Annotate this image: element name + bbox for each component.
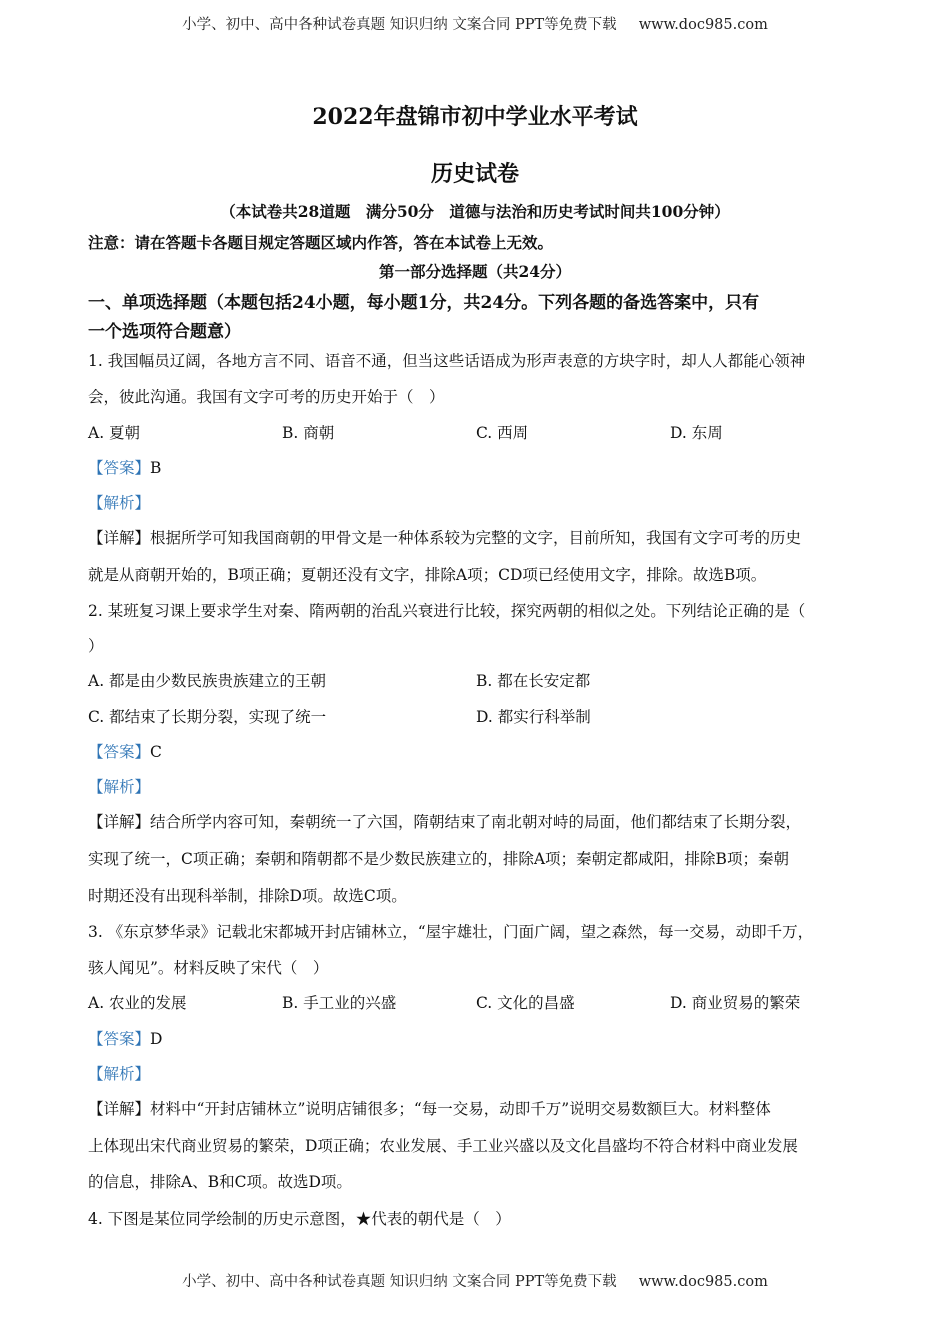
analysis-line (88, 1062, 150, 1084)
exam-meta: （本试卷共28道题 满分50分 道德与法治和历史考试时间共100分钟） (220, 202, 730, 221)
option-c: C. 都结束了长期分裂，实现了统一 (88, 708, 327, 726)
answer-value: D (150, 1030, 163, 1048)
answer-line (88, 1027, 162, 1049)
analysis-line (88, 775, 150, 797)
detail-text: 结合所学内容可知，秦朝统一了六国，隋朝结束了南北朝对峙的局面，他们都结束了长期分裂， (150, 813, 802, 831)
option-a: A. 都是由少数民族贵族建立的王朝 (88, 672, 327, 690)
exam-notice: 注意：请在答题卡各题目规定答题区域内作答，答在本试卷上无效。 (88, 233, 554, 252)
detail-text: 的信息，排除A、B和C项。故选D项。 (88, 1173, 352, 1191)
detail-label: 【详解】 (88, 529, 151, 547)
detail-text: 材料中“开封店铺林立”说明店铺很多；“每一交易，动即千万”说明交易数额巨大。材料整体 (150, 1100, 771, 1118)
part-heading: 第一部分选择题（共24分） (378, 262, 572, 281)
answer-label: 【答案】 (88, 459, 151, 477)
footer-text: 小学、初中、高中各种试卷真题 知识归纳 文案合同 PPT等免费下载 (182, 1274, 617, 1290)
option-b: B. 商朝 (282, 424, 335, 442)
page-footer (0, 1270, 950, 1291)
option-d: D. 东周 (670, 424, 723, 442)
question-stem: 2. 某班复习课上要求学生对秦、隋两朝的治乱兴衰进行比较，探究两朝的相似之处。下列结论正确的是（ (88, 602, 806, 620)
option-b: B. 都在长安定都 (476, 672, 591, 690)
exam-title: 2022年盘锦市初中学业水平考试 (312, 104, 638, 130)
question-stem: 会，彼此沟通。我国有文字可考的历史开始于（ ） (88, 388, 445, 406)
detail-label: 【详解】 (88, 1100, 151, 1118)
answer-value: C (150, 743, 162, 761)
detail-text: 根据所学可知我国商朝的甲骨文是一种体系较为完整的文字，目前所知，我国有文字可考的历史 (150, 529, 802, 547)
detail-text: 实现了统一，C项正确；秦朝和隋朝都不是少数民族建立的，排除A项；秦朝定都咸阳，排除B项；秦朝 (88, 850, 789, 868)
detail-line (88, 810, 801, 832)
answer-value: B (150, 459, 162, 477)
exam-subject: 历史试卷 (430, 161, 519, 187)
option-a: A. 夏朝 (88, 424, 141, 442)
option-d: D. 都实行科举制 (476, 708, 591, 726)
answer-line (88, 740, 162, 762)
question-stem: ） (88, 637, 104, 655)
question-stem: 3. 《东京梦华录》记载北宋都城开封店铺林立，“屋宇雄壮，门面广阔，望之森然，每一交易，动即千万， (88, 923, 814, 941)
detail-text: 就是从商朝开始的，B项正确；夏朝还没有文字，排除A项；CD项已经使用文字，排除。故选B项。 (88, 566, 767, 584)
option-d: D. 商业贸易的繁荣 (670, 994, 801, 1012)
option-c: C. 西周 (476, 424, 529, 442)
analysis-line (88, 491, 150, 513)
detail-line (88, 526, 801, 548)
answer-line (88, 456, 161, 478)
answer-label: 【答案】 (88, 1030, 151, 1048)
question-stem: 1. 我国幅员辽阔，各地方言不同、语音不通，但当这些话语成为形声表意的方块字时，却人人都能心领神 (88, 352, 806, 370)
page-header (0, 13, 950, 34)
option-c: C. 文化的昌盛 (476, 994, 575, 1012)
header-text: 小学、初中、高中各种试卷真题 知识归纳 文案合同 PPT等免费下载 (182, 17, 617, 33)
analysis-label: 【解析】 (88, 778, 151, 796)
analysis-label: 【解析】 (88, 1065, 151, 1083)
header-site-link[interactable]: www.doc985.com (638, 17, 768, 33)
question-stem: 4. 下图是某位同学绘制的历史示意图，★代表的朝代是（ ） (88, 1210, 511, 1228)
question-stem: 骇人闻见”。材料反映了宋代（ ） (88, 959, 329, 977)
analysis-label: 【解析】 (88, 494, 151, 512)
section-heading-line1: 一、单项选择题（本题包括24小题，每小题1分，共24分。下列各题的备选答案中，只有 (88, 293, 760, 313)
detail-text: 时期还没有出现科举制，排除D项。故选C项。 (88, 887, 407, 905)
option-a: A. 农业的发展 (88, 994, 187, 1012)
detail-label: 【详解】 (88, 813, 151, 831)
footer-site-link[interactable]: www.doc985.com (638, 1274, 768, 1290)
option-b: B. 手工业的兴盛 (282, 994, 397, 1012)
detail-text: 上体现出宋代商业贸易的繁荣，D项正确；农业发展、手工业兴盛以及文化昌盛均不符合材料中商业发展 (88, 1137, 798, 1155)
section-heading-line2: 一个选项符合题意） (88, 322, 241, 342)
answer-label: 【答案】 (88, 743, 151, 761)
detail-line (88, 1097, 771, 1119)
